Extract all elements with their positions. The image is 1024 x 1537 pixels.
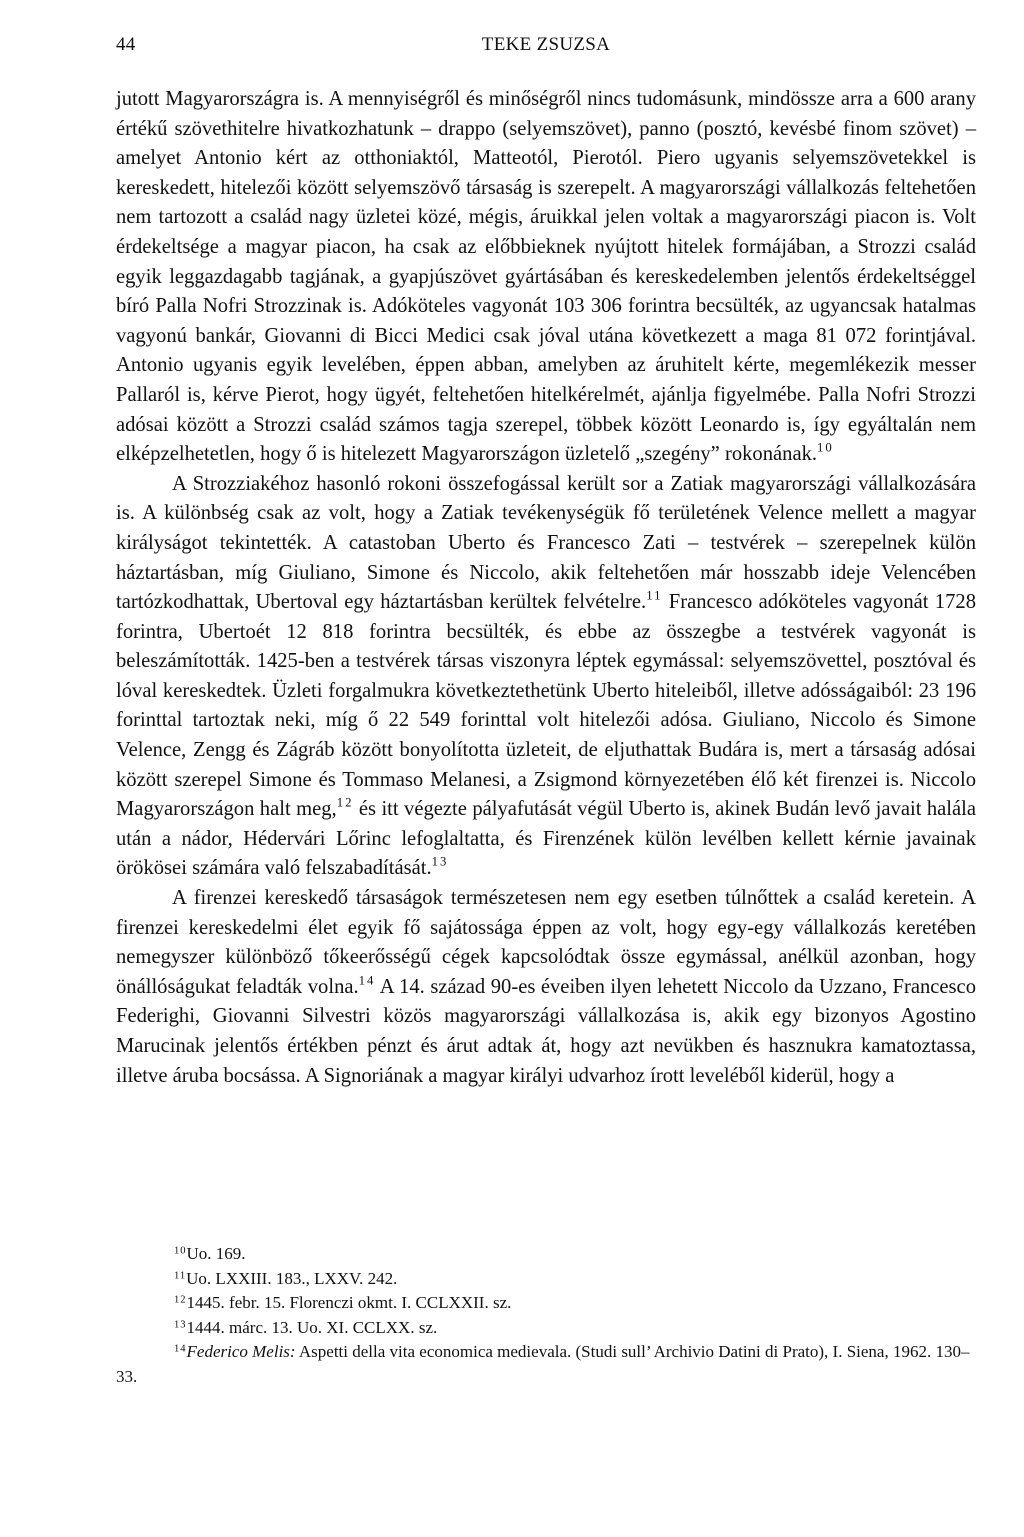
body-text (116, 85, 976, 1091)
footnote-12 (116, 1291, 978, 1316)
footnote-14 (116, 1340, 978, 1389)
running-head: TEKE ZSUZSA (481, 34, 611, 55)
footnote-text: Aspetti della vita economica medievala. (Studi sull’ Archivio Datini di Prato), I. Siena, 1962. 130–33. (116, 1342, 970, 1386)
footnote-number: 12 (174, 1294, 187, 1306)
footnote-ref-11[interactable]: 11 (646, 588, 663, 603)
footnote-13 (116, 1316, 978, 1341)
page-header (116, 34, 976, 58)
footnote-text: Uo. LXXIII. 183., LXXV. 242. (186, 1268, 398, 1288)
page-number: 44 (116, 34, 136, 55)
paragraph-text: és itt végezte pályafutását végül Uberto is, akinek Budán levő javait halála után a nádor, Hédervári Lőrinc lefoglaltatta, és Firenzének külön levélben kellett kérnie javainak örökösei számára való felszabadítását. (116, 798, 976, 880)
paragraph-text: A firenzei kereskedő társaságok természetesen nem egy esetben túlnőttek a család keretein. A firenzei kereskedelmi élet egyik fő sajátossága éppen az volt, hogy egy-egy vállalkozás keretében nemegyszer különböző tőkeerősségű cégek kapcsolódtak össze egymással, anélkül azonban, hogy önállóságukat feladták volna. (116, 887, 976, 998)
footnote-text: 1445. febr. 15. Florenczi okmt. I. CCLXXII. sz. (186, 1293, 512, 1312)
footnote-text: 1444. márc. 13. Uo. XI. CCLXX. sz. (186, 1317, 438, 1337)
footnote-text: Uo. 169. (186, 1244, 246, 1263)
footnote-ref-10[interactable]: 10 (817, 440, 834, 455)
footnote-number: 10 (174, 1245, 187, 1257)
footnote-author: Federico Melis: (186, 1342, 296, 1361)
footnote-ref-12[interactable]: 12 (336, 795, 354, 810)
paragraph-text: jutott Magyarországra is. A mennyiségről és minőségről nincs tudomásunk, mindössze arra a 600 arany értékű szövethitelre hivatkozhatunk – drappo (selyemszövet), panno (posztó, kevésbé finom szövet) – amelyet Antonio kért az otthoniaktól, Matteotól, Pierotól. Piero ugyanis selyemszövetekkel is kereskedett, hitelezői között selyemszövő társaság is szerepelt. A magyarországi vállalkozás feltehetően nem tartozott a család nagy üzletei közé, mégis, áruikkal jelen voltak a magyarországi piacon is. Volt érdekeltsége a magyar piacon, ha csak az előbbieknek nyújtott hitelek formájában, a Strozzi család egyik leggazdagabb tagjának, a gyapjúszövet gyártásában és kereskedelemben jelentős érdekeltséggel bíró Palla Nofri Strozzinak is. Adóköteles vagyonát 103 306 forintra becsülték, az ugyancsak hatalmas vagyonú bankár, Giovanni di Bicci Medici csak jóval utána következett a maga 81 072 forintjával. Antonio ugyanis egyik levelében, éppen abban, amelyben az áruhitelt kérte, megemlékezik messer Pallaról is, kérve Pierot, hogy ügyét, feltehetően hitelkérelmét, ajánlja figyelmébe. Palla Nofri Strozzi adósai között a Strozzi család számos tagja szerepel, többek között Leonardo is, így egyáltalán nem elképzelhetetlen, hogy ő is hitelezett Magyarországon üzletelő „szegény” rokonának. (116, 88, 976, 466)
paragraph-1 (116, 85, 976, 470)
footnotes (116, 1242, 978, 1389)
footnote-10 (116, 1242, 978, 1267)
footnote-number: 13 (174, 1319, 187, 1331)
paragraph-text: A Strozziakéhoz hasonló rokoni összefogással került sor a Zatiak magyarországi vállalkozására is. A különbség csak az volt, hogy a Zatiak tevékenységük fő területének Velence mellett a magyar királyságot tekintették. A catastoban Uberto és Francesco Zati – testvérek – szerepelnek külön háztartásban, míg Giuliano, Simone és Niccolo, akik feltehetően már hosszabb ideje Velencében tartózkodhattak, Ubertoval egy háztartásban kerültek felvételre. (116, 472, 976, 614)
footnote-ref-13[interactable]: 13 (431, 855, 449, 870)
footnote-11 (116, 1267, 978, 1292)
footnote-number: 11 (174, 1270, 187, 1282)
paragraph-text: A 14. század 90-es éveiben ilyen lehetett Niccolo da Uzzano, Francesco Federighi, Giovanni Silvestri közös magyarországi vállalkozása is, akik egy bizonyos Agostino Marucinak jelentős értékben pénzt és árut adtak át, hogy azt nevükben és hasznukra kamatoztassa, illetve áruba bocsássa. A Signoriának a magyar királyi udvarhoz írott leveléből kiderül, hogy a (116, 975, 976, 1087)
paragraph-3 (116, 884, 976, 1091)
paragraph-text: Francesco adóköteles vagyonát 1728 forintra, Ubertoét 12 818 forintra becsülték, és ebbe az összegbe a testvérek vagyonát is beleszámították. 1425-ben a testvérek társas viszonyra léptek egymással: selyemszövettel, posztóval és lóval kereskedtek. Üzleti forgalmukra következtethetünk Uberto hiteleiből, illetve adósságaiból: 23 196 forinttal tartoztak neki, míg ő 22 549 forinttal volt hitelezői adósa. Giuliano, Niccolo és Simone Velence, Zengg és Zágráb között bonyolította üzleteit, de eljuthattak Budára is, mert a társaság adósai között szerepel Simone és Tommaso Melanesi, a Zsigmond környezetében élő két firenzei is. Niccolo Magyarországon halt meg, (116, 591, 976, 821)
paragraph-2 (116, 470, 976, 884)
footnote-ref-14[interactable]: 14 (358, 973, 376, 988)
footnote-number: 14 (174, 1343, 187, 1355)
